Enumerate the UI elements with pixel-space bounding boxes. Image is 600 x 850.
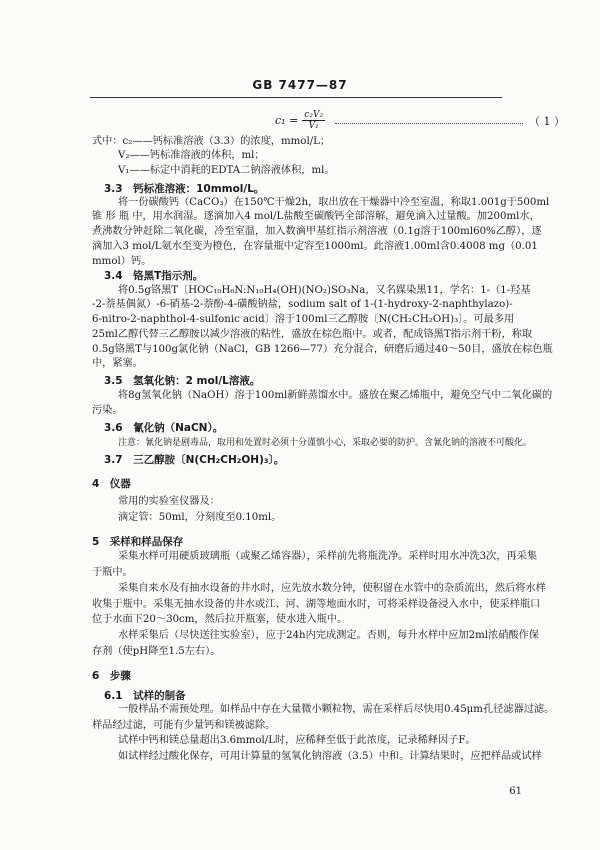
section-3-5-line: 将8g氢氧化钠（NaOH）溶于100ml新鲜蒸馏水中。盛放在聚乙烯瓶中，避免空气中二氧化碳的 — [118, 390, 553, 401]
equation-fraction — [302, 110, 325, 131]
equation-numerator: c₂V₂ — [304, 110, 324, 120]
section-6-1-line: 样品经过滤，可能有少量钙和镁被滤除。 — [92, 720, 276, 731]
section-6-1-line: 如试样经过酸化保存，可用计算量的氢氧化钠溶液（3.5）中和。计算结果时，应把样品或试样 — [118, 751, 542, 762]
section-3-4-line: -2-萘基偶氮）-6-硝基-2-萘酚-4-磺酸钠盐，sodium salt of 1-(1-hydroxy-2-naphthylazo)- — [92, 299, 513, 310]
equation-lhs: c₁ = — [275, 114, 299, 127]
section-5-line: 存剂（使pH降至1.5左右）。 — [92, 646, 221, 657]
section-5-heading: 5 采样和样品保存 — [92, 536, 184, 548]
section-6-heading: 6 步骤 — [92, 670, 131, 682]
equation-leader-dots — [335, 117, 523, 124]
section-3-3-line: 锥 形 瓶 中，用水润湿。逐滴加入4 mol/L盐酸至碳酸钙全部溶解，避免滴入过量酸。加200ml水， — [92, 211, 540, 222]
section-3-3-line: 将一份碳酸钙（CaCO₃）在150℃干燥2h，取出放在干燥器中冷至室温，称取1.001g于500ml — [118, 197, 550, 208]
equation-denominator: V₁ — [308, 121, 319, 131]
section-5-line: 位于水面下20～30cm，然后拉开瓶塞，使水进入瓶中。 — [92, 614, 348, 625]
definition-c2: 式中：c₂——钙标准溶液（3.3）的浓度，mmol/L； — [92, 136, 331, 147]
section-4-heading: 4 仪器 — [92, 478, 131, 490]
standard-number-header: GB 7477—87 — [252, 78, 348, 92]
equation-1 — [275, 110, 565, 131]
section-3-3-line: 滴加入3 mol/L氨水至变为橙色，在容量瓶中定容至1000ml。此溶液1.00ml含0.4008 mg（0.01 — [92, 241, 538, 252]
section-3-4-line: 25ml乙醇代替三乙醇胺以减少溶液的粘性，盛放在棕色瓶中。或者，配成铬黑T指示剂干粉，称取 — [92, 329, 533, 340]
section-3-5-line: 污染。 — [92, 405, 123, 416]
section-3-4-line: 将0.5g铬黑T〔HOC₁₀H₆N:N₁₀H₄(OH)(NO₂)SO₃Na，又名媒染黑11，学名：1-（1-羟基 — [118, 285, 531, 296]
section-3-7-heading: 3.7 三乙醇胺〔N(CH₂CH₂OH)₃〕。 — [104, 454, 285, 466]
header-rule — [90, 97, 502, 98]
section-3-4-line: 6-nitro-2-naphthol-4-sulfonic acid〕溶于100ml三乙醇胺〔N(CH₂CH₂OH)₃〕。可最多用 — [92, 314, 515, 325]
section-5-line: 水样采集后（尽快送往实验室），应于24h内完成测定。否则，每升水样中应加2ml浓硝酸作保 — [118, 630, 539, 641]
equation-number: （ 1 ） — [529, 114, 565, 128]
definition-v2: V₂——钙标准溶液的体积，ml； — [118, 150, 265, 161]
section-6-1-line: 一般样品不需预处理。如样品中存在大量微小颗粒物，需在采样后尽快用0.45μm孔径滤器过滤。 — [118, 704, 555, 715]
section-4-line: 滴定管：50ml，分刻度至0.10ml。 — [118, 512, 282, 523]
section-3-5-heading: 3.5 氢氧化钠：2 mol/L溶液。 — [104, 375, 261, 387]
section-3-6-note: 注意：氰化钠是剧毒品，取用和处置时必须十分谨慎小心，采取必要的防护。含氰化钠的溶液不可酸化。 — [118, 438, 533, 448]
section-3-6-heading: 3.6 氰化钠（NaCN）。 — [104, 422, 224, 434]
section-4-line: 常用的实验室仪器及： — [118, 496, 220, 507]
page-number: 61 — [509, 786, 522, 797]
section-3-4-line: 中，紧塞。 — [92, 358, 143, 369]
section-3-3-line: mmol）钙。 — [92, 256, 152, 267]
section-3-3-line: 煮沸数分钟赶除二氧化碳，冷至室温，加入数滴甲基红指示剂溶液（0.1g溶于100ml60%乙醇），逐 — [92, 226, 542, 237]
section-6-1-line: 试样中钙和镁总量超出3.6mmol/L时，应稀释至低于此浓度，记录稀释因子F。 — [118, 735, 476, 746]
definition-v1: V₁——标定中消耗的EDTA二钠溶液体积，ml。 — [118, 165, 335, 176]
section-3-3-heading: 3.3 钙标准溶液：10mmol/L。 — [104, 183, 265, 195]
section-3-4-line: 0.5g铬黑T与100g氯化钠（NaCl，GB 1266—77）充分混合，研磨后通过40～50目，盛放在棕色瓶 — [92, 344, 553, 355]
section-6-1-heading: 6.1 试样的制备 — [104, 690, 186, 702]
section-5-line: 采集水样可用硬质玻璃瓶（或聚乙烯容器），采样前先将瓶洗净。采样时用水冲洗3次，再采集 — [118, 551, 538, 562]
section-5-line: 于瓶中。 — [92, 567, 133, 578]
section-5-line: 收集于瓶中。采集无抽水设备的井水或江、河、湖等地面水时，可将采样设备浸入水中，使采样瓶口 — [92, 599, 541, 610]
section-5-line: 采集自来水及有抽水设备的井水时，应先放水数分钟，使积留在水管中的杂质流出，然后将水样 — [118, 583, 546, 594]
section-3-4-heading: 3.4 铬黑T指示剂。 — [104, 270, 204, 282]
